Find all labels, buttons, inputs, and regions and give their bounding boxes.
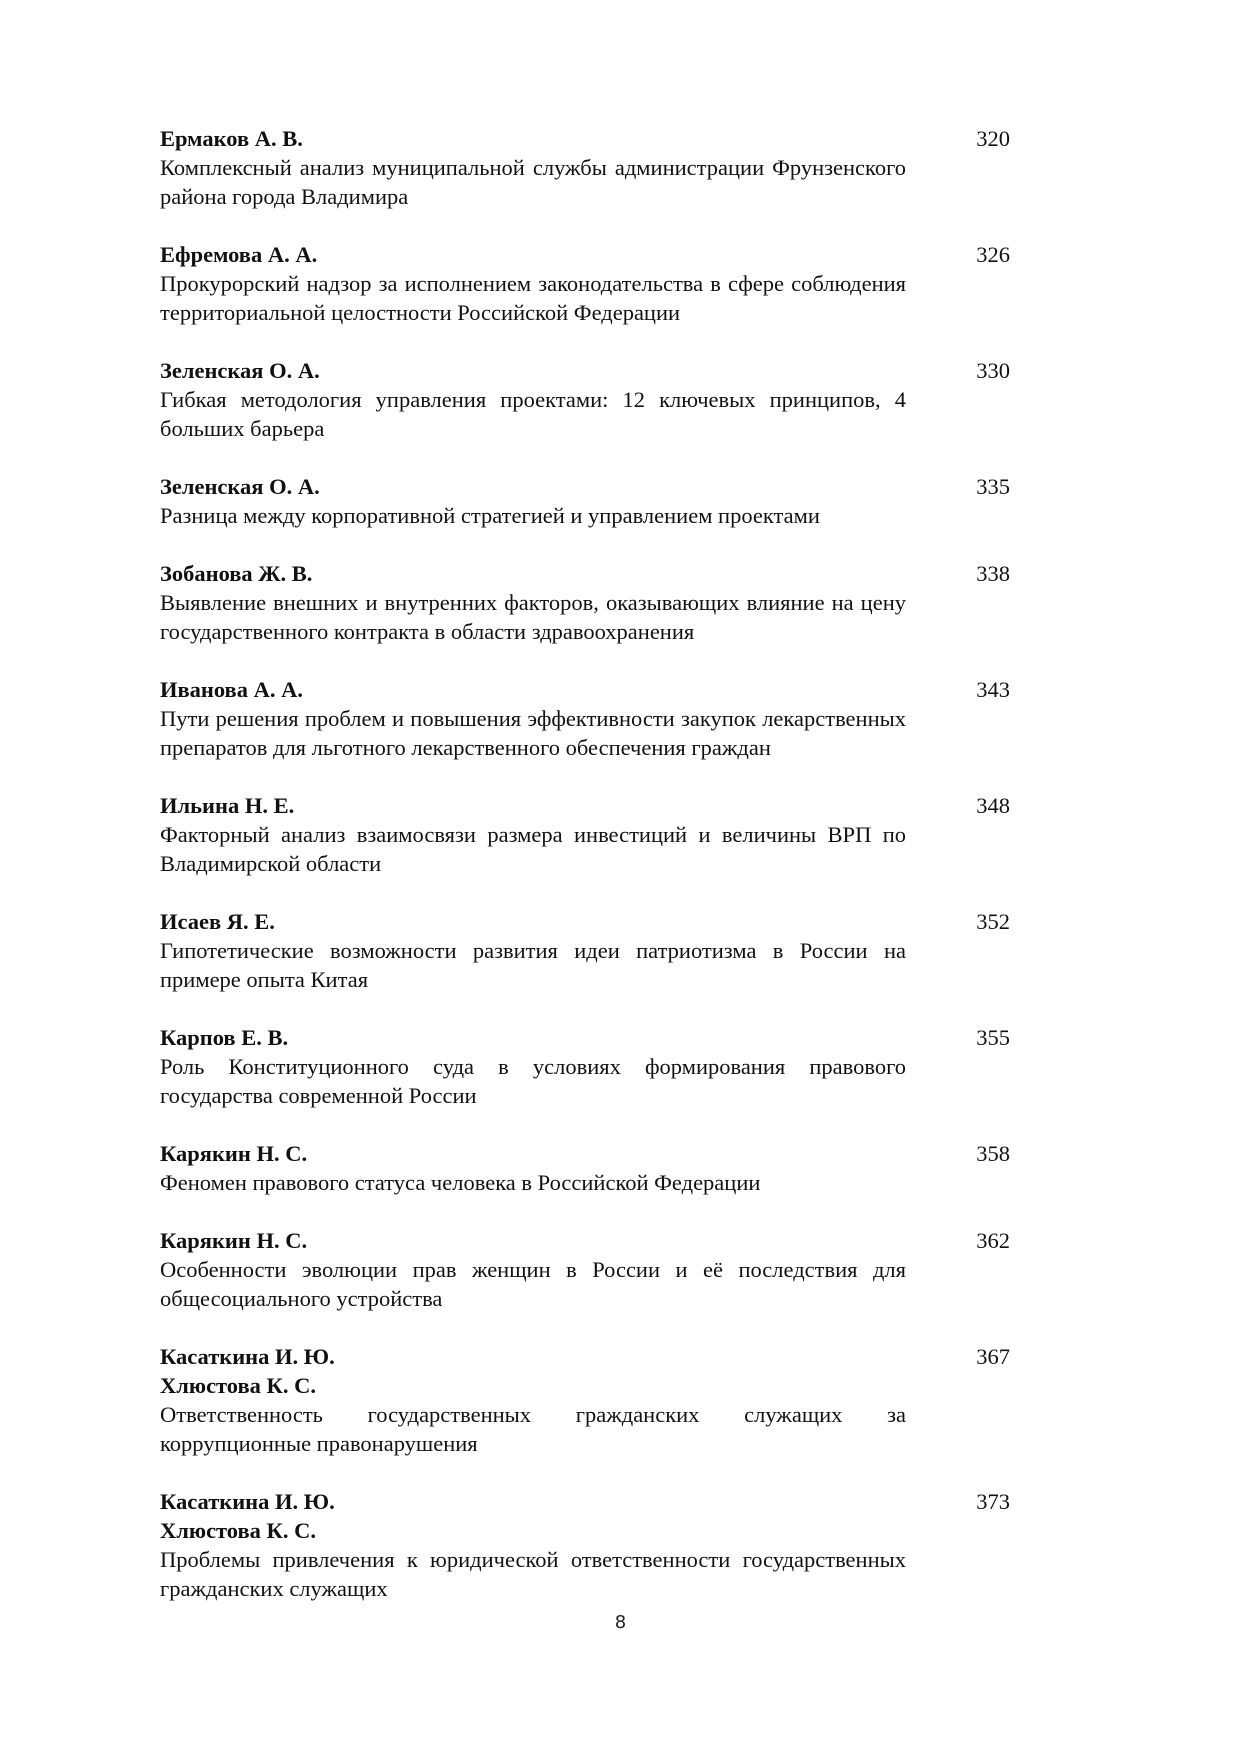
toc-entry-page: 330 <box>976 358 1010 383</box>
toc-entry-coauthor: Хлюстова К. С. <box>160 1518 316 1543</box>
toc-entry <box>160 1226 1010 1313</box>
toc-entry-body <box>160 1226 906 1313</box>
toc-entry <box>160 675 1010 762</box>
toc-entry-page: 367 <box>976 1344 1010 1369</box>
toc-entry-body <box>160 240 906 327</box>
toc-entry-page: 355 <box>976 1025 1010 1050</box>
toc-entry <box>160 907 1010 994</box>
toc-entry-body <box>160 559 906 646</box>
toc-entry-page: 343 <box>976 677 1010 702</box>
toc-entry-title: Комплексный анализ муниципальной службы администрации Фрунзенского района города Владимира <box>160 155 906 209</box>
toc-entry-coauthor: Хлюстова К. С. <box>160 1373 316 1398</box>
toc-entry-page: 320 <box>976 126 1010 151</box>
toc-entry-body <box>160 907 906 994</box>
toc-entry <box>160 1342 1010 1458</box>
toc-entry-author: Зобанова Ж. В. <box>160 561 313 586</box>
toc-entry-author: Ермаков А. В. <box>160 126 303 151</box>
toc-entry-title: Роль Конституционного суда в условиях формирования правового государства современной России <box>160 1054 906 1108</box>
toc-entry-author: Зеленская О. А. <box>160 474 320 499</box>
toc-entry-author: Ефремова А. А. <box>160 242 318 267</box>
toc-entry-title: Особенности эволюции прав женщин в России и её последствия для общесоциального устройства <box>160 1257 906 1311</box>
toc-entry-body <box>160 472 906 530</box>
toc-entry-title: Прокурорский надзор за исполнением законодательства в сфере соблюдения территориальной целостности Российской Федерации <box>160 271 906 325</box>
toc-entry-title: Проблемы привлечения к юридической ответственности государственных гражданских служащих <box>160 1547 906 1601</box>
toc-entry-title: Пути решения проблем и повышения эффективности закупок лекарственных препаратов для льготного лекарственного обеспечения граждан <box>160 706 906 760</box>
toc-entry-author: Ильина Н. Е. <box>160 793 295 818</box>
toc-entry-body <box>160 124 906 211</box>
toc-entry-body <box>160 791 906 878</box>
toc-entry-page: 352 <box>976 909 1010 934</box>
toc-entry-author: Касаткина И. Ю. <box>160 1344 335 1369</box>
toc-entry-page: 362 <box>976 1228 1010 1253</box>
toc-entry-page: 326 <box>976 242 1010 267</box>
toc-entry-body <box>160 1342 906 1458</box>
toc-entry-page: 358 <box>976 1141 1010 1166</box>
toc-entry-author: Карякин Н. С. <box>160 1141 308 1166</box>
toc-entry-author: Карпов Е. В. <box>160 1025 289 1050</box>
toc-entry-author: Карякин Н. С. <box>160 1228 308 1253</box>
toc-entry-title: Феномен правового статуса человека в Российской Федерации <box>160 1170 761 1195</box>
toc-entry-body <box>160 675 906 762</box>
toc-entry <box>160 1487 1010 1603</box>
toc-entry <box>160 1023 1010 1110</box>
toc-entry-author: Иванова А. А. <box>160 677 303 702</box>
toc-entry-title: Гибкая методология управления проектами: 12 ключевых принципов, 4 больших барьера <box>160 387 906 441</box>
toc-entry-title: Ответственность государственных гражданских служащих за коррупционные правонарушения <box>160 1402 906 1456</box>
toc-entry-author: Зеленская О. А. <box>160 358 320 383</box>
toc-entry-body <box>160 1139 906 1197</box>
toc-entry-page: 338 <box>976 561 1010 586</box>
toc-entry-page: 373 <box>976 1489 1010 1514</box>
toc-entry <box>160 240 1010 327</box>
table-of-contents <box>160 124 1010 1632</box>
toc-entry-page: 348 <box>976 793 1010 818</box>
toc-entry-title: Факторный анализ взаимосвязи размера инвестиций и величины ВРП по Владимирской области <box>160 822 906 876</box>
toc-entry <box>160 791 1010 878</box>
toc-entry-body <box>160 1487 906 1603</box>
toc-entry-title: Разница между корпоративной стратегией и управлением проектами <box>160 503 820 528</box>
toc-entry <box>160 559 1010 646</box>
toc-entry <box>160 1139 1010 1197</box>
toc-entry <box>160 356 1010 443</box>
page-number: 8 <box>614 1612 627 1633</box>
toc-entry-body <box>160 1023 906 1110</box>
toc-entry <box>160 472 1010 530</box>
toc-entry-body <box>160 356 906 443</box>
toc-entry-author: Исаев Я. Е. <box>160 909 275 934</box>
toc-entry <box>160 124 1010 211</box>
toc-entry-page: 335 <box>976 474 1010 499</box>
toc-entry-title: Выявление внешних и внутренних факторов, оказывающих влияние на цену государственного контракта в области здравоохранения <box>160 590 906 644</box>
toc-entry-title: Гипотетические возможности развития идеи патриотизма в России на примере опыта Китая <box>160 938 906 992</box>
toc-entry-author: Касаткина И. Ю. <box>160 1489 335 1514</box>
